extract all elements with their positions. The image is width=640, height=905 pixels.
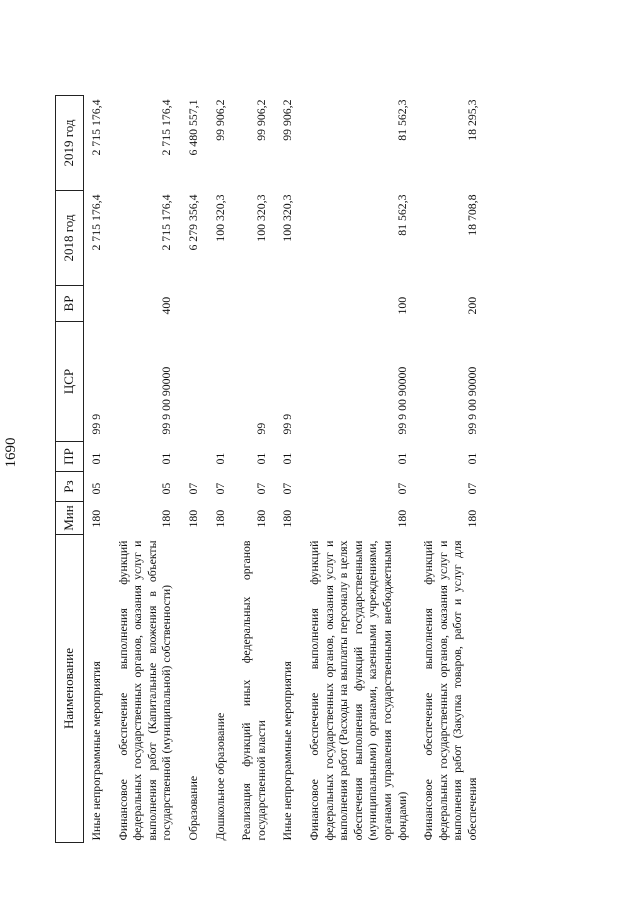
row-csr: 99 9: [89, 413, 103, 435]
row-name: Иные непрограммные мероприятия: [89, 661, 103, 841]
page-number: 1690: [3, 437, 19, 468]
row-2019: 99 906,2: [212, 99, 227, 141]
row-vr: 400: [159, 296, 174, 315]
row-min: 180: [89, 509, 103, 528]
row-pr: 01: [159, 452, 174, 465]
row-rz: 07: [253, 482, 268, 495]
row-min: 180: [464, 509, 479, 528]
row-name: Иные непрограммные мероприятия: [280, 661, 295, 841]
row-2018: 2 715 176,4: [89, 194, 103, 251]
row-min: 180: [159, 509, 174, 528]
row-min: 180: [253, 509, 268, 528]
row-2019: 81 562,3: [394, 99, 409, 141]
row-vr: [201, 286, 228, 322]
row-pr: [174, 442, 201, 472]
row-name: Финансовое обеспечение выполнения функций федеральных государственных органов, оказания услуг и выполнения работ (Расходы на выплаты персоналу в целях обеспечения выполнения функций государственными (муниципальными) органами, казенными учреждениями, органами управления государственными внебюджетными фондами): [306, 540, 409, 841]
row-min: 180: [212, 509, 227, 528]
row-pr: 01: [212, 452, 227, 465]
header-vr: ВР: [56, 286, 84, 322]
header-rz: Рз: [56, 472, 84, 502]
row-vr: 200: [464, 296, 479, 315]
header-name: Наименование: [56, 535, 84, 843]
row-pr: 01: [253, 452, 268, 465]
row-2018: 2 715 176,4: [159, 194, 174, 251]
row-vr: [227, 286, 268, 322]
row-name: Финансовое обеспечение выполнения функций федеральных государственных органов, оказания услуг и выполнения работ (Закупка товаров, работ и услуг для обеспечения: [421, 540, 479, 841]
row-pr: 01: [280, 452, 295, 465]
row-csr: 99 9: [280, 413, 295, 435]
table-row: [409, 96, 479, 843]
row-2018: 18 708,8: [464, 194, 479, 236]
header-2018: 2018 год: [56, 191, 84, 286]
row-vr: [174, 286, 201, 322]
table-row: [295, 96, 409, 843]
row-csr: 99 9 00 90000: [464, 366, 479, 435]
table-row: [174, 96, 201, 843]
row-pr: 01: [464, 452, 479, 465]
header-min: Мин: [56, 502, 84, 535]
row-2019: 99 906,2: [253, 99, 268, 141]
row-2019: 2 715 176,4: [159, 99, 174, 156]
row-2019: 99 906,2: [280, 99, 295, 141]
row-2019: 6 480 557,1: [185, 99, 200, 156]
row-csr: 99 9 00 90000: [159, 366, 174, 435]
row-min: 180: [185, 509, 200, 528]
row-min: 180: [280, 509, 295, 528]
row-rz: 07: [394, 482, 409, 495]
row-2018: 81 562,3: [394, 194, 409, 236]
row-name: Реализация функций иных федеральных органов государственной власти: [239, 540, 268, 841]
row-csr: 99 9 00 90000: [394, 366, 409, 435]
row-2019: 18 295,3: [464, 99, 479, 141]
row-2018: 6 279 356,4: [185, 194, 200, 251]
row-name: Образование: [185, 775, 200, 841]
row-csr: [201, 322, 228, 442]
row-vr: [84, 286, 104, 322]
row-vr: 100: [394, 296, 409, 315]
row-rz: 07: [212, 482, 227, 495]
row-csr: 99: [253, 422, 268, 435]
row-csr: [174, 322, 201, 442]
row-min: 180: [394, 509, 409, 528]
row-rz: 07: [185, 482, 200, 495]
header-pr: ПР: [56, 442, 84, 472]
row-name: Дошкольное образование: [212, 712, 227, 841]
row-rz: 05: [89, 482, 103, 495]
row-2018: 100 320,3: [280, 194, 295, 242]
budget-table-wrapper: [55, 0, 479, 843]
table-row: [201, 96, 228, 843]
table-row: [227, 96, 268, 843]
header-2019: 2019 год: [56, 96, 84, 191]
row-2018: 100 320,3: [212, 194, 227, 242]
row-2018: 100 320,3: [253, 194, 268, 242]
row-pr: 01: [89, 452, 103, 465]
table-row: [268, 96, 295, 843]
row-2019: 2 715 176,4: [89, 99, 103, 156]
table-row: [84, 96, 104, 843]
budget-table: [55, 95, 479, 843]
row-rz: 05: [159, 482, 174, 495]
row-rz: 07: [464, 482, 479, 495]
row-pr: 01: [394, 452, 409, 465]
row-vr: [268, 286, 295, 322]
row-name: Финансовое обеспечение выполнения функций федеральных государственных органов, оказания услуг и выполнения работ (Капитальные вложения в объекты государственной (муниципальной) собственности): [115, 540, 174, 841]
table-row: [104, 96, 174, 843]
header-csr: ЦСР: [56, 322, 84, 442]
row-rz: 07: [280, 482, 295, 495]
header-row: [56, 96, 84, 843]
